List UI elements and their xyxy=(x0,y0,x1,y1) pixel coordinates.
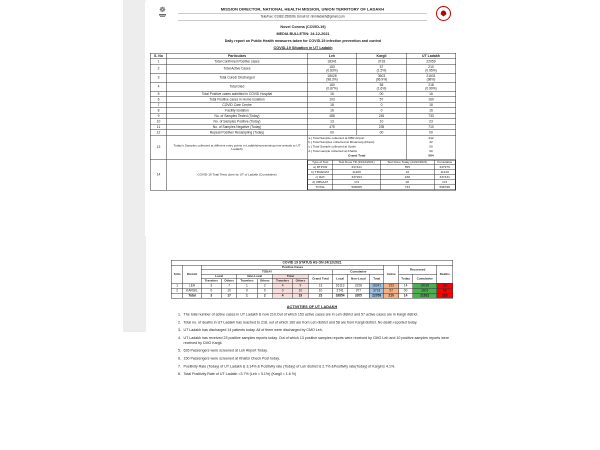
cell-cum-total: 18341 xyxy=(369,283,383,288)
cell-particulars: Total Active Cases xyxy=(167,64,308,73)
entry-point-label: b.) Total Samples collected at Minamarg (Drass) xyxy=(308,140,375,145)
cell-cum-local: 2741 xyxy=(333,288,347,293)
cell-local-others: 17 xyxy=(221,293,236,298)
cell-particulars: Total Died xyxy=(167,82,308,91)
cell-leh: 475 xyxy=(307,124,357,130)
h-local-others: Others xyxy=(221,279,236,284)
cell-kargil: 57 xyxy=(357,97,407,103)
cell-cum-nonlocal: 3205 xyxy=(347,293,369,298)
activity-number: 8. xyxy=(178,371,181,377)
entry-points-row xyxy=(150,135,456,159)
entry-point-label: c.) Total Sample collected at Upshi xyxy=(308,145,356,149)
cell-sno: 4 xyxy=(150,82,167,91)
grand-total-value: 564 xyxy=(428,154,434,158)
cell-recovered-cumulative: 3603 xyxy=(413,288,437,293)
h-active: Active xyxy=(384,265,399,283)
test-count: 337263 xyxy=(333,175,381,180)
summary-row xyxy=(150,73,456,82)
activity-number: 3. xyxy=(178,327,181,333)
cell-sno: 13 xyxy=(150,135,167,159)
cell-leh: 160 (0.87%) xyxy=(307,82,357,91)
tests-subtable-cell xyxy=(307,160,456,191)
tests-data-row xyxy=(308,185,456,190)
emblem-of-india-icon: ☸ xyxy=(159,5,166,14)
cell-kargil: 3718 xyxy=(357,59,407,65)
activities-title: ACTIVITIES OF UT LADAKH xyxy=(286,304,338,309)
cell-kargil: 0 xyxy=(357,108,407,114)
cell-cum-nonlocal: 2228 xyxy=(347,283,369,288)
entry-point-value: 442 xyxy=(428,136,434,140)
activities-list xyxy=(167,309,457,377)
cell-sno: 12 xyxy=(150,130,167,136)
test-type: TOTAL xyxy=(308,185,333,190)
cell-grand-total: 23 xyxy=(308,293,333,298)
activity-number: 4. xyxy=(178,335,181,340)
org-contact: Tele/Fax: 01982-256699, Email id: nhmladakh@gmail.com xyxy=(260,14,345,19)
bulletin-page-1 xyxy=(145,2,461,236)
section-title: COVID-19 Situation in UT Ladakh xyxy=(273,45,333,50)
letterhead-divider xyxy=(178,13,427,14)
h-rec-today: Today xyxy=(399,274,413,283)
col-header-sno: S. No xyxy=(150,53,167,59)
entry-point-labels xyxy=(307,135,406,159)
cell-particulars: Repeat Positive/ Resampling (Today) xyxy=(167,130,308,136)
cell-leh: 16 xyxy=(307,108,357,114)
h-rec-cumulative: Cumulative xyxy=(413,274,437,283)
entry-point-value: 32 xyxy=(429,140,433,145)
activity-number: 6. xyxy=(178,355,181,361)
cell-ut-ladakh: 710 xyxy=(406,124,456,130)
cell-total-others: 10 xyxy=(293,288,308,293)
letterhead-divider xyxy=(178,20,427,21)
cell-leh: 00 xyxy=(307,130,357,136)
cell-ut-ladakh: 218 (0.99%) xyxy=(406,82,456,91)
test-count: 10 xyxy=(381,170,434,175)
activity-number: 2. xyxy=(178,319,181,325)
h-local-travelers: Travelers xyxy=(201,279,221,284)
cell-deaths: 218 xyxy=(437,293,453,298)
photo-edge-strip xyxy=(123,0,146,332)
h-deaths: Deaths xyxy=(437,265,453,283)
cell-particulars: COVID Care Centre xyxy=(167,102,308,108)
cell-grand-total: 10 xyxy=(308,288,333,293)
col-header-kargil: Kargil xyxy=(357,53,407,59)
tests-col-header: Test Done Till (23/12/2021) xyxy=(333,160,381,165)
cell-particulars: Total Positive cases in Home Isolation xyxy=(167,97,308,103)
cell-sno xyxy=(171,293,183,298)
cell-particulars: COVID-19 Total Tests done by UT of Ladakh (Cumulative) xyxy=(167,160,308,191)
h-grand-total: Grand Total xyxy=(308,274,333,283)
cell-nonlocal-others: 2 xyxy=(257,283,272,288)
activity-text: UT Ladakh has discharged 14 patients today. All of them were discharged by CMO Leh. xyxy=(183,327,323,333)
test-count: 172 xyxy=(434,180,455,185)
activity-text: 150 Passengers were screened at Khaltsi Check Post today. xyxy=(183,355,280,361)
h-recovered: Recovered xyxy=(399,265,437,274)
test-count: 00 xyxy=(381,180,434,185)
cell-sno: 7 xyxy=(150,102,167,108)
cell-kargil: 00 xyxy=(357,130,407,136)
h-total-travelers: Travelers xyxy=(273,279,293,284)
cell-local-travelers: 3 xyxy=(201,293,221,298)
activity-text: Positivity Rate (Today) of UT Ladakh is 3.14% & Positivity rate (Today) of Leh district is 2.7% &Positivity rate(Today) of Kargil is 4.1%. xyxy=(183,363,396,369)
test-count: 172 xyxy=(333,180,381,185)
cell-nonlocal-travelers: 1 xyxy=(237,283,257,288)
activity-item xyxy=(176,320,449,325)
cell-ut-ladakh: 00 xyxy=(406,130,456,136)
cell-particulars: No. of Samples Negative (Today) xyxy=(167,124,308,130)
col-header-ut-ladakh: UT Ladakh xyxy=(406,53,456,59)
cell-kargil: 0 xyxy=(357,102,407,108)
cell-recovered-today: 14 xyxy=(399,283,413,288)
cell-district: KARGIL xyxy=(183,288,201,293)
cell-local-travelers: 0 xyxy=(201,288,221,293)
test-count: 555 xyxy=(381,165,434,170)
activity-item xyxy=(176,364,449,369)
h-nonlocal-others: Others xyxy=(257,279,272,284)
cell-sno: 2 xyxy=(171,288,183,293)
cell-recovered-today: 00 xyxy=(399,288,413,293)
cell-particulars: Total Positive cases admitted in COVID Hospital xyxy=(167,91,308,97)
h-positive-cases: Positive Cases xyxy=(201,265,384,270)
cell-leh: 18028 (98.3%) xyxy=(307,73,357,82)
summary-table-body xyxy=(150,59,456,190)
cell-nonlocal-travelers: 1 xyxy=(237,293,257,298)
test-count: 337431 xyxy=(434,175,455,180)
cell-leh: 103 xyxy=(307,97,357,103)
col-header-leh: Leh xyxy=(307,53,357,59)
cell-particulars: No. of Samples Positive (Today) xyxy=(167,119,308,125)
summary-row xyxy=(150,64,456,73)
entry-point-label: a.) Total Sample collected at KBR Airport xyxy=(308,136,365,140)
cell-local-travelers: 3 xyxy=(201,283,221,288)
cell-total-travelers: 0 xyxy=(273,288,293,293)
activity-text: Total Positivity Rate of UT Ladakh =3.7% (Leh = 5.1%) (Kargil = 1.6 %) xyxy=(183,371,297,377)
summary-row xyxy=(150,82,456,91)
test-type: c) RAT xyxy=(308,175,333,180)
cell-kargil: 57 (1.5%) xyxy=(357,64,407,73)
test-count: 596065 xyxy=(333,185,381,190)
cell-sno: 5 xyxy=(150,91,167,97)
cell-ut-ladakh: 23 xyxy=(406,119,456,125)
grand-total-label: Grand Total xyxy=(348,154,366,158)
activity-number: 1. xyxy=(178,312,181,317)
cell-cum-local: 16113 xyxy=(333,283,347,288)
cell-particulars: Total Cured/ Discharged xyxy=(167,73,308,82)
entry-point-values xyxy=(406,135,456,159)
cell-leh: 153 (0.83%) xyxy=(307,64,357,73)
cell-grand-total: 13 xyxy=(308,283,333,288)
cell-kargil: 10 xyxy=(357,119,407,125)
tests-col-header: Type of Test xyxy=(308,160,333,165)
cell-deaths: 58 xyxy=(437,288,453,293)
cell-cum-nonlocal: 977 xyxy=(347,288,369,293)
cell-local-others: 10 xyxy=(221,288,236,293)
cell-ut-ladakh: 733 xyxy=(406,113,456,119)
col-header-particulars: Particulars xyxy=(167,53,308,59)
nhm-logo-icon xyxy=(436,6,451,21)
cell-leh: 18 xyxy=(307,102,357,108)
cell-recovered-today: 14 xyxy=(399,293,413,298)
activity-number: 7. xyxy=(178,363,181,369)
cell-ut-ladakh: 18 xyxy=(406,102,456,108)
activity-item xyxy=(176,356,449,361)
cell-cum-total: 3718 xyxy=(369,288,383,293)
covid-summary-table xyxy=(150,53,456,190)
cell-cum-local: 18854 xyxy=(333,293,347,298)
h-cum-non-local: Non-Local xyxy=(347,274,369,283)
activity-item xyxy=(176,328,449,333)
cell-nonlocal-others: 0 xyxy=(257,288,272,293)
tests-col-header: Test Done Today (24/12/2021) xyxy=(381,160,434,165)
activity-number: 5. xyxy=(178,348,181,353)
test-count: 247976 xyxy=(434,165,455,170)
entry-point-value: 00 xyxy=(429,145,433,149)
cell-total-travelers: 4 xyxy=(273,283,293,288)
test-count: 733 xyxy=(381,185,434,190)
h-total: Total xyxy=(273,274,309,279)
cell-particulars: Total Confirmed Positive cases xyxy=(167,59,308,65)
cell-active: 153 xyxy=(384,283,399,288)
cell-leh: 488 xyxy=(307,113,357,119)
cell-sno: 1 xyxy=(171,283,183,288)
cell-particulars: Facility Isolation xyxy=(167,108,308,114)
activity-text: 626 Passengers were screened at Leh Airport Today. xyxy=(183,348,268,353)
district-status-body xyxy=(171,283,453,298)
activity-item xyxy=(176,312,449,317)
bulletin-date-line: MEDIA BULLETIN: 24-12-2021 xyxy=(276,31,330,36)
activity-item xyxy=(176,348,449,353)
h-total-others: Others xyxy=(293,279,308,284)
cell-particulars: Today's Samples collected at different entry points in Ladakh(representing new arrivals to UT Ladakh) xyxy=(167,135,308,159)
test-count: 168 xyxy=(381,175,434,180)
test-count: 596798 xyxy=(434,185,455,190)
cell-ut-ladakh: 21631 (98%) xyxy=(406,73,456,82)
org-title: MISSION DIRECTOR, NATIONAL HEALTH MISSION, UNION TERRITORY OF LADAKH xyxy=(220,7,385,12)
tests-row xyxy=(150,160,456,191)
cell-ut-ladakh: 22059 xyxy=(406,59,456,65)
cell-sno: 6 xyxy=(150,97,167,103)
activity-item xyxy=(176,372,449,377)
cell-ut-ladakh: 160 xyxy=(406,97,456,103)
test-count: 247421 xyxy=(333,165,381,170)
cell-total-others: 19 xyxy=(293,293,308,298)
cell-leh: 13 xyxy=(307,119,357,125)
cell-kargil: 245 xyxy=(357,113,407,119)
h-cum-local: Local xyxy=(333,274,347,283)
district-row xyxy=(171,293,453,298)
district-status-table xyxy=(171,260,453,299)
cell-total-others: 9 xyxy=(293,283,308,288)
entry-point-value: 90 xyxy=(429,149,433,154)
tests-col-header: Cumulative xyxy=(434,160,455,165)
cell-kargil: 58 (1.6%) xyxy=(357,82,407,91)
cell-district: LEH xyxy=(183,283,201,288)
cell-sno: 3 xyxy=(150,73,167,82)
activity-text: Total no. of deaths in UT Ladakh has reached to 218, out of which 160 are from Leh district and 58 are from Kargil district. No death reported today. xyxy=(183,319,418,325)
cell-sno: 14 xyxy=(150,160,167,191)
cell-recovered-cumulative: 18028 xyxy=(413,283,437,288)
bulletin-page-2 xyxy=(167,256,457,450)
cell-ut-ladakh: 16 xyxy=(406,91,456,97)
cell-nonlocal-travelers: 0 xyxy=(237,288,257,293)
h-nonlocal-travelers: Travelers xyxy=(237,279,257,284)
cell-sno: 9 xyxy=(150,113,167,119)
h-cum-total: Total xyxy=(369,274,383,283)
cell-particulars: No. of Samples Tested (Today) xyxy=(167,113,308,119)
test-count: 11219 xyxy=(434,170,455,175)
cell-sno: 2 xyxy=(150,64,167,73)
h-local: Local xyxy=(201,274,237,279)
cell-sno: 11 xyxy=(150,124,167,130)
activity-item xyxy=(176,335,449,345)
h-today: TODAY xyxy=(201,270,333,275)
cell-kargil: 00 xyxy=(357,91,407,97)
cell-leh: 18341 xyxy=(307,59,357,65)
cell-total-travelers: 4 xyxy=(273,293,293,298)
test-type: d) CBNAAT xyxy=(308,180,333,185)
cell-nonlocal-others: 2 xyxy=(257,293,272,298)
h-district: District xyxy=(183,265,201,283)
cell-ut-ladakh: 210 (0.95%) xyxy=(406,64,456,73)
document-title: Novel Corona (COVID-19) xyxy=(280,24,326,29)
status-table-title: COVID 19 STATUS AS ON 24/12/2021 xyxy=(171,260,453,265)
h-sno: S.No xyxy=(171,265,183,283)
test-count: 11209 xyxy=(333,170,381,175)
cell-sno: 10 xyxy=(150,119,167,125)
cell-kargil: 235 xyxy=(357,124,407,130)
cell-sno: 1 xyxy=(150,59,167,65)
cell-active: 57 xyxy=(384,288,399,293)
h-cumulative: Cumulative xyxy=(333,270,384,275)
letterhead xyxy=(145,2,461,21)
entry-point-label: d.) Total sample collected at Khaltsi xyxy=(308,149,357,154)
activity-text: The total number of active cases in UT Ladakh is now 210.Out of which 153 active cases are in Leh district and 57 active cases are in Kargil district. xyxy=(183,312,419,317)
cell-ut-ladakh: 16 xyxy=(406,108,456,114)
tests-subtable xyxy=(308,160,456,190)
test-type: b) TRUENAT xyxy=(308,170,333,175)
cell-active: 210 xyxy=(384,293,399,298)
activity-text: UT Ladakh has received 23 positive samples reports today. Out of which 13 positive samples reports were received by CMO Leh and 10 positive samples reports were received by CMO Kargil. xyxy=(183,335,449,345)
cell-kargil: 3603 (96.9%) xyxy=(357,73,407,82)
cell-cum-total: 22059 xyxy=(369,293,383,298)
test-type: a) RTPCR xyxy=(308,165,333,170)
bulletin-subtitle: Daily report on Public Health measures taken for COVID-19 infection prevention and control xyxy=(224,38,382,43)
cell-leh: 16 xyxy=(307,91,357,97)
cell-recovered-cumulative: 21631 xyxy=(413,293,437,298)
h-non-local: Non-Local xyxy=(237,274,273,279)
letterhead-text xyxy=(169,6,436,20)
cell-sno: 8 xyxy=(150,108,167,114)
cell-district: Total xyxy=(183,293,201,298)
cell-deaths: 160 xyxy=(437,283,453,288)
cell-local-others: 7 xyxy=(221,283,236,288)
